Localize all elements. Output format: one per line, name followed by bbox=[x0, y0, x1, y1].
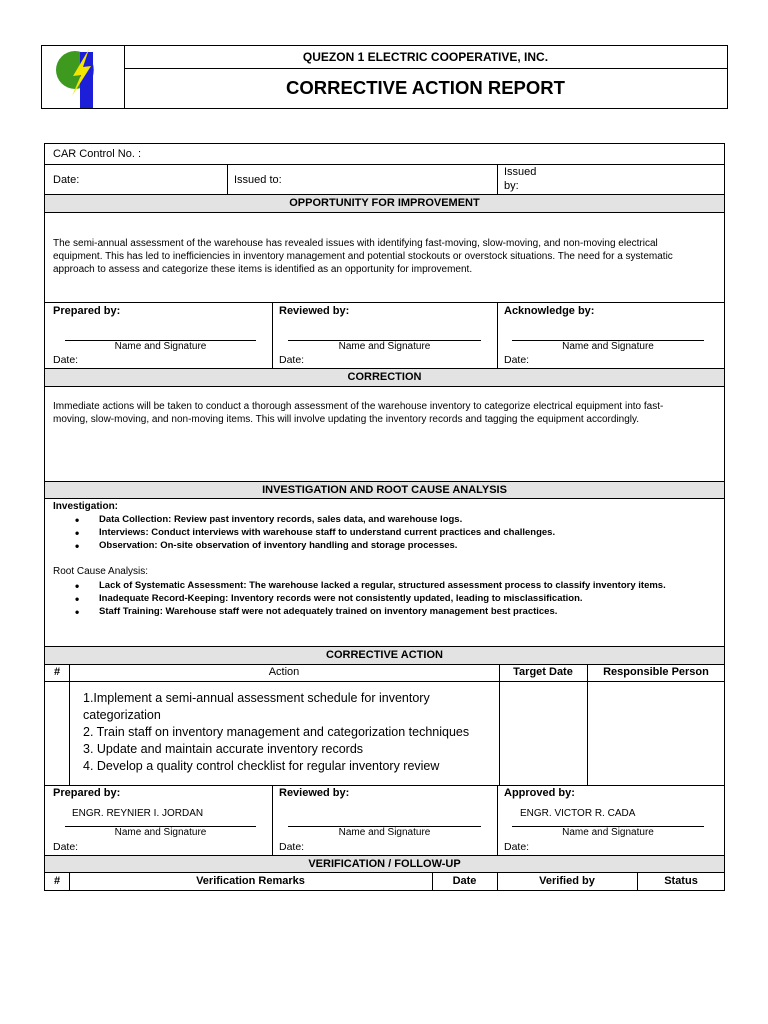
name-signature-caption: Name and Signature bbox=[338, 827, 431, 838]
logo-cell bbox=[42, 46, 125, 108]
action-item: categorization bbox=[83, 708, 161, 722]
approved-by-label: Approved by: bbox=[504, 787, 575, 799]
organization-name: QUEZON 1 ELECTRIC COOPERATIVE, INC. bbox=[124, 46, 727, 69]
acknowledge-by-label: Acknowledge by: bbox=[504, 305, 595, 317]
date-label: Date: bbox=[279, 354, 305, 366]
reviewed-by-label: Reviewed by: bbox=[279, 787, 350, 799]
root-cause-label: Root Cause Analysis: bbox=[53, 566, 149, 577]
root-cause-item: • Lack of Systematic Assessment: The warehouse lacked a regular, structured assessment process to classify inventory items. bbox=[99, 580, 666, 591]
investigation-label: Investigation: bbox=[53, 501, 119, 512]
col-responsible-person: Responsible Person bbox=[603, 666, 709, 678]
action-item: 2. Train staff on inventory management and categorization techniques bbox=[83, 725, 470, 739]
date-label: Date: bbox=[504, 354, 530, 366]
action-item: 3. Update and maintain accurate inventory records bbox=[83, 742, 364, 756]
ofi-line-1: The semi-annual assessment of the warehouse has revealed issues with identifying fast-moving, slow-moving, and non-moving electrical bbox=[53, 238, 658, 249]
corrective-action-items bbox=[45, 682, 724, 786]
approver-name: ENGR. VICTOR R. CADA bbox=[520, 808, 636, 819]
investigation-item: • Interviews: Conduct interviews with warehouse staff to understand current practices and challenges. bbox=[99, 527, 555, 538]
name-signature-caption: Name and Signature bbox=[562, 827, 654, 838]
rca-body bbox=[45, 499, 724, 647]
date-label: Date: bbox=[53, 174, 80, 186]
corrective-action-heading: CORRECTIVE ACTION bbox=[45, 647, 724, 665]
signature-row-1 bbox=[45, 303, 724, 369]
col-target-date: Target Date bbox=[513, 666, 573, 678]
car-control-row bbox=[45, 144, 724, 165]
issued-by-label-2: by: bbox=[504, 180, 519, 192]
verification-columns bbox=[45, 873, 724, 891]
company-logo bbox=[42, 46, 124, 108]
preparer-name: ENGR. REYNIER I. JORDAN bbox=[72, 808, 204, 819]
col-verified-by: Verified by bbox=[539, 875, 595, 887]
issued-by-label: Issued bbox=[504, 166, 537, 178]
root-cause-item: • Staff Training: Warehouse staff were not adequately trained on inventory management best practices. bbox=[99, 606, 557, 617]
root-cause-item: • Inadequate Record-Keeping: Inventory records were not consistently updated, leading to misclassification. bbox=[99, 593, 583, 604]
name-signature-caption: Name and Signature bbox=[114, 827, 207, 838]
ofi-heading: OPPORTUNITY FOR IMPROVEMENT bbox=[45, 195, 724, 213]
col-date: Date bbox=[452, 875, 477, 887]
correction-heading: CORRECTION bbox=[45, 369, 724, 387]
ofi-body bbox=[45, 213, 724, 303]
signature-row-2 bbox=[45, 786, 724, 856]
correction-line-2: moving, slow-moving, and non-moving items. This will involve updating the inventory records and tagging the equipment accordingly. bbox=[53, 414, 640, 425]
name-signature-caption: Name and Signature bbox=[114, 341, 207, 352]
date-label: Date: bbox=[279, 841, 305, 853]
report-title: CORRECTIVE ACTION REPORT bbox=[286, 77, 565, 98]
col-action: Action bbox=[268, 666, 300, 678]
investigation-item: • Data Collection: Review past inventory records, sales data, and warehouse logs. bbox=[99, 514, 462, 525]
prepared-by-label: Prepared by: bbox=[53, 305, 121, 317]
date-label: Date: bbox=[504, 841, 530, 853]
correction-line-1: Immediate actions will be taken to conduct a thorough assessment of the warehouse inventory to categorize electrical equipment into fast- bbox=[53, 401, 664, 412]
col-number: # bbox=[53, 666, 61, 678]
date-label: Date: bbox=[53, 841, 79, 853]
col-number: # bbox=[53, 875, 61, 887]
rca-heading: INVESTIGATION AND ROOT CAUSE ANALYSIS bbox=[45, 482, 724, 499]
issued-to-label: Issued to: bbox=[234, 174, 282, 186]
ofi-line-3: approach to assess and categorize these items is identified as an opportunity for improvement. bbox=[53, 264, 473, 275]
col-verification-remarks: Verification Remarks bbox=[196, 875, 305, 887]
ofi-line-2: equipment. This has led to inefficiencies in inventory management and potential stockouts or overstock situations. The need for a systematic bbox=[53, 251, 673, 262]
prepared-by-label: Prepared by: bbox=[53, 787, 121, 799]
name-signature-caption: Name and Signature bbox=[562, 341, 654, 352]
verification-heading: VERIFICATION / FOLLOW-UP bbox=[45, 856, 724, 873]
issue-row bbox=[45, 165, 724, 195]
car-control-label: CAR Control No. : bbox=[53, 148, 142, 160]
car-form bbox=[44, 143, 725, 891]
corrective-action-columns bbox=[45, 665, 724, 682]
report-header bbox=[41, 45, 728, 109]
name-signature-caption: Name and Signature bbox=[338, 341, 431, 352]
investigation-item: • Observation: On-site observation of inventory handling and storage processes. bbox=[99, 540, 457, 551]
action-item: 1.Implement a semi-annual assessment schedule for inventory bbox=[83, 691, 430, 705]
action-item: 4. Develop a quality control checklist for regular inventory review bbox=[83, 759, 440, 773]
date-label: Date: bbox=[53, 354, 79, 366]
correction-body bbox=[45, 387, 724, 482]
col-status: Status bbox=[664, 875, 698, 887]
reviewed-by-label: Reviewed by: bbox=[279, 305, 350, 317]
